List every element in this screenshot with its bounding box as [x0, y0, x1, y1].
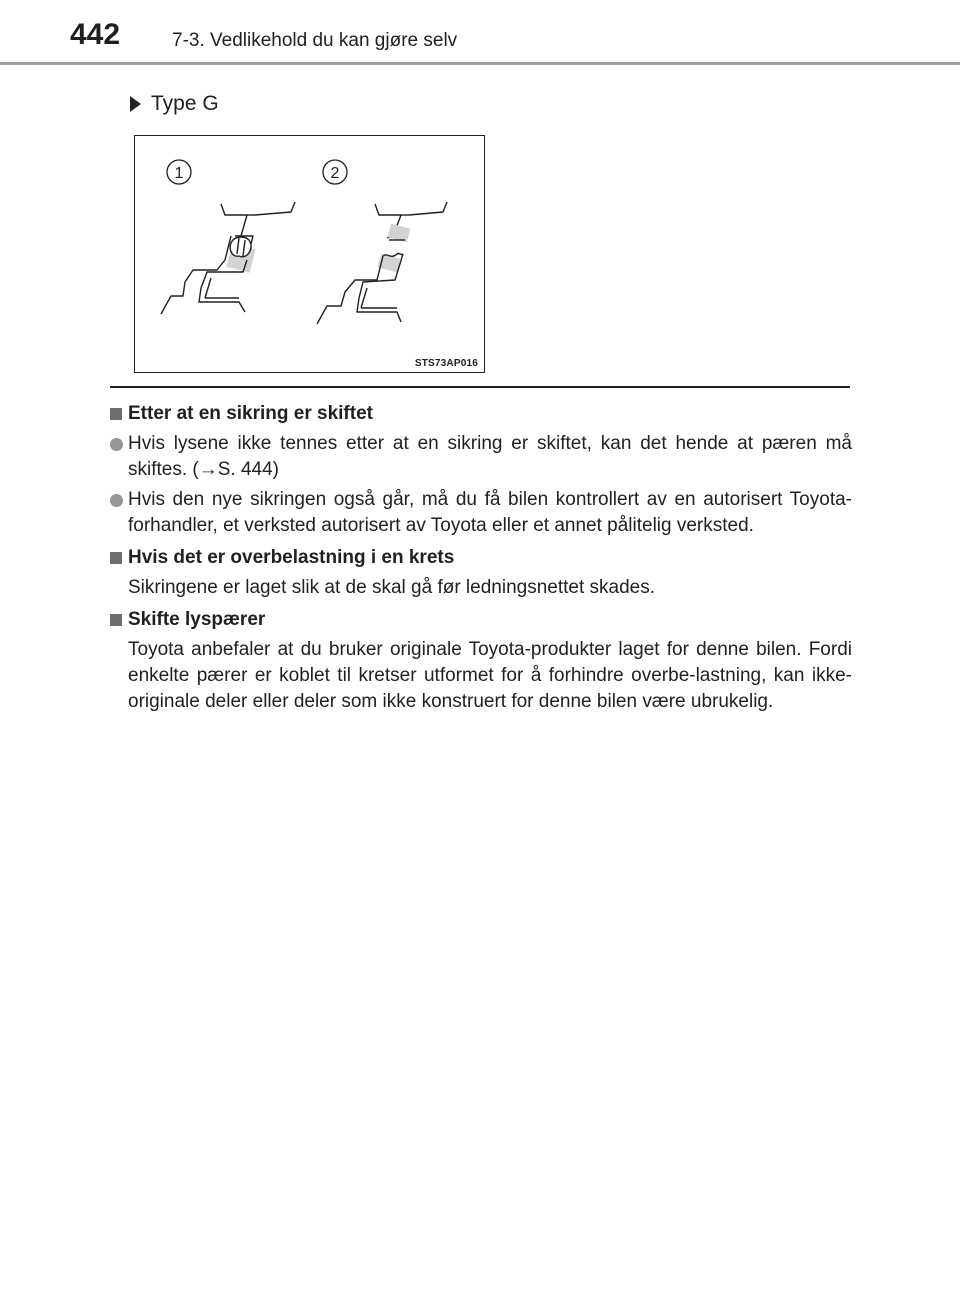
square-bullet-icon: [110, 614, 122, 626]
fuse-blown: [317, 202, 447, 324]
main-content: [110, 397, 852, 715]
chapter-title: 7-3. Vedlikehold du kan gjøre selv: [172, 30, 458, 51]
heading-replace-bulbs: Skifte lyspærer: [110, 607, 852, 633]
circle-bullet-icon: [110, 438, 123, 451]
callout-1-label: 1: [174, 165, 184, 182]
square-bullet-icon: [110, 552, 122, 564]
circle-bullet-icon: [110, 494, 123, 507]
page-header: [0, 0, 960, 66]
fuse-drawing: [135, 136, 484, 372]
bullet-lights-not-on: Hvis lysene ikke tennes etter at en sikring er skiftet, kan det hende at pæren må skiftes. (→S. 444): [110, 431, 852, 483]
heading-circuit-overload: Hvis det er overbelastning i en krets: [110, 545, 852, 571]
paragraph-circuit-overload: Sikringene er laget slik at de skal gå før ledningsnettet skades.: [128, 577, 656, 598]
triangle-bullet-icon: [130, 96, 141, 112]
square-bullet-icon: [110, 408, 122, 420]
figure-code: STS73AP016: [414, 358, 478, 369]
page-reference-link[interactable]: S. 444): [217, 459, 279, 480]
section-rule: [110, 386, 850, 388]
fuse-good: [161, 202, 295, 314]
heading-after-fuse-replaced: Etter at en sikring er skiftet: [110, 401, 852, 427]
type-label-text: Type G: [151, 92, 219, 115]
callout-2-label: 2: [330, 165, 340, 182]
type-label: [130, 92, 219, 116]
page-number: 442: [70, 18, 121, 51]
paragraph-replace-bulbs: Toyota anbefaler at du bruker originale Toyota-produkter laget for denne bilen. Fordi enkelte pærer er koblet til kretser utformet for å forhindre overbe-lastning, kan ikke-originale deler eller deler som ikke konstruert for denne bilen være ubrukelig.: [128, 639, 852, 712]
fuse-illustration: [134, 135, 485, 373]
arrow-icon: →: [198, 459, 218, 480]
bullet-new-fuse-blows: Hvis den nye sikringen også går, må du få bilen kontrollert av en autorisert Toyota-forhandler, et verksted autorisert av Toyota eller et annet pålitelig verksted.: [110, 487, 852, 539]
header-rule: [0, 62, 960, 65]
